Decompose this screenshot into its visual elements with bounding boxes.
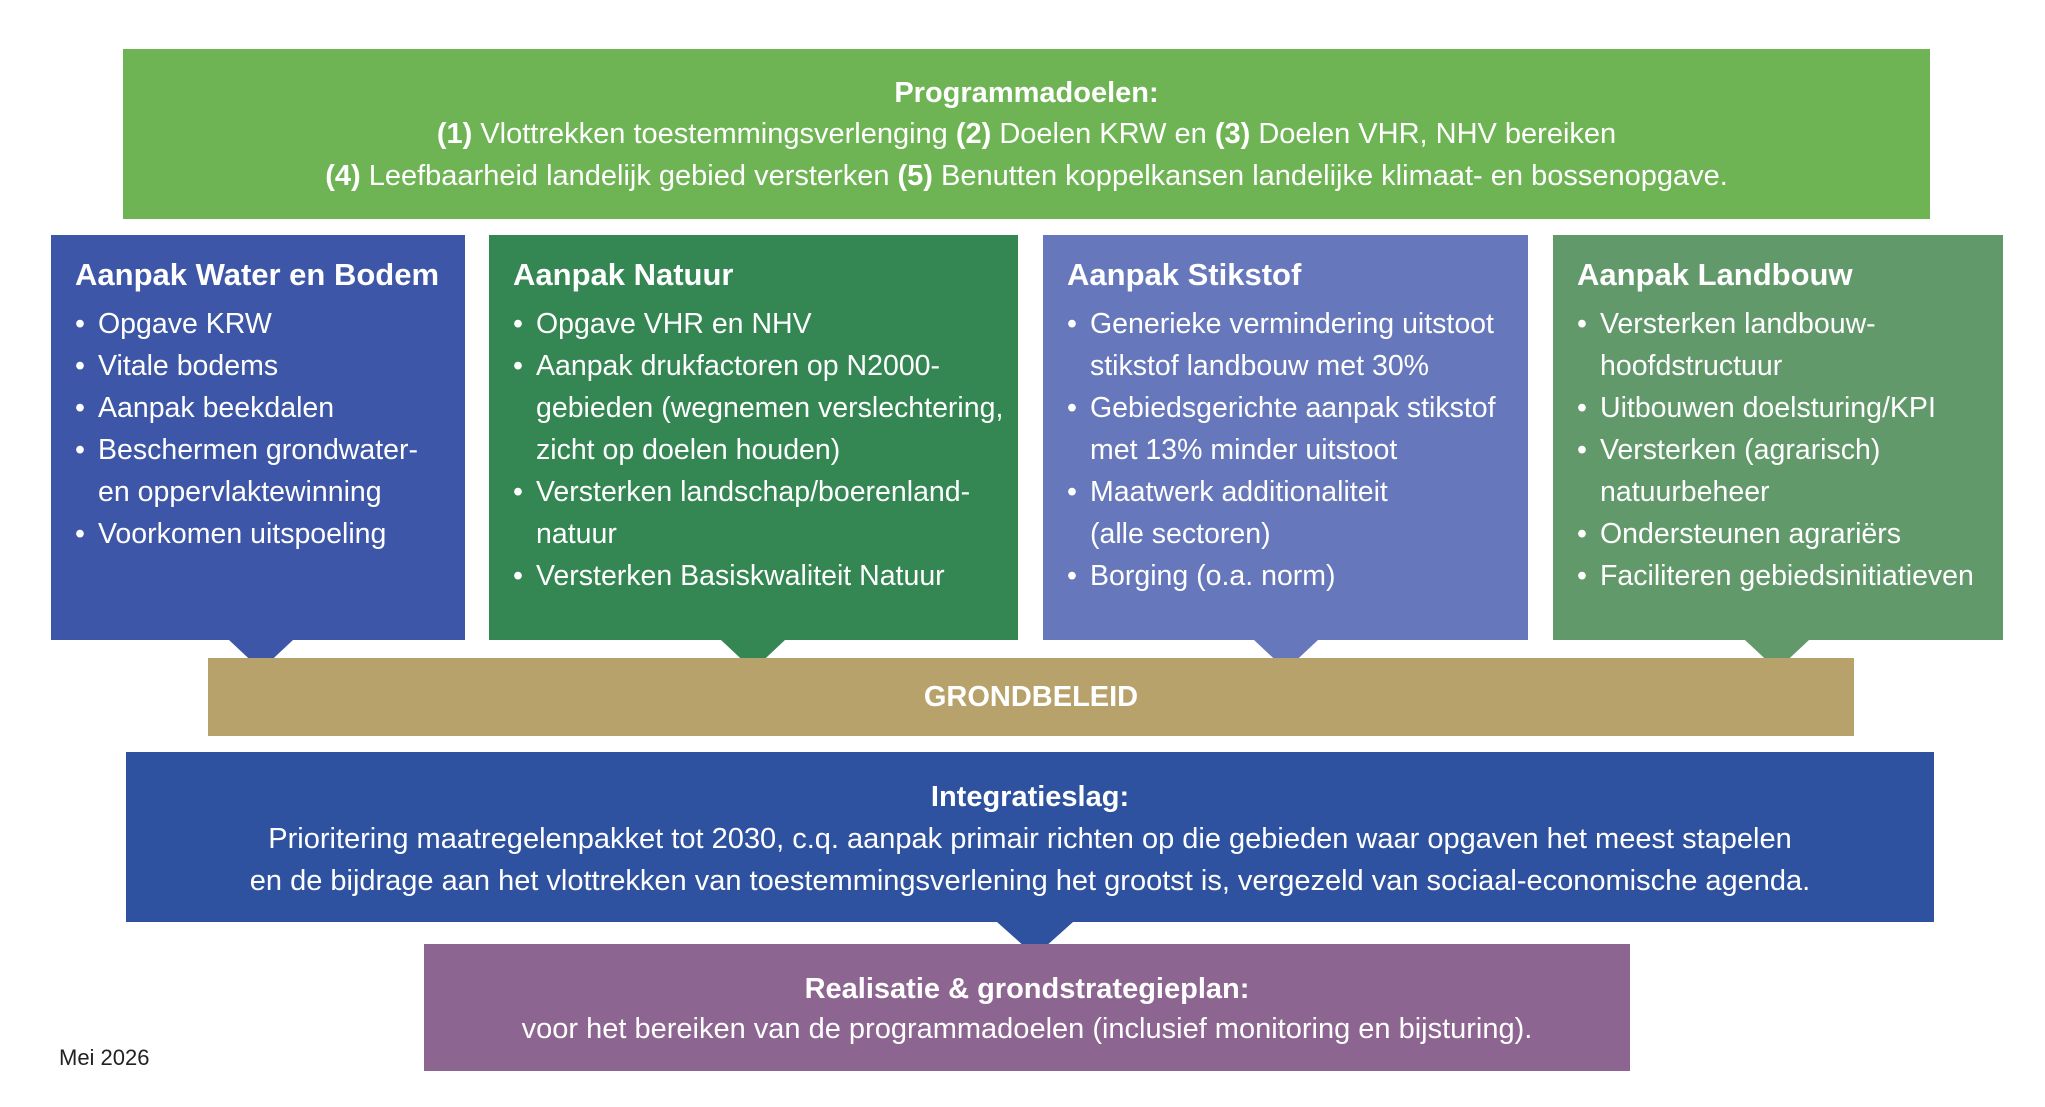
- approach-list-item: • Generieke vermindering uitstoot stikstof landbouw met 30%: [1067, 303, 1504, 387]
- approach-list-item: • Gebiedsgerichte aanpak stikstof met 13% minder uitstoot: [1067, 387, 1504, 471]
- approach-list-item: • Maatwerk additionaliteit (alle sectoren): [1067, 471, 1504, 555]
- approach-list-item: • Aanpak beekdalen: [75, 387, 441, 429]
- program-goals-line-1: [123, 113, 1930, 155]
- approach-list: [1577, 303, 1979, 597]
- approach-list-item: • Versterken (agrarisch) natuurbeheer: [1577, 429, 1979, 513]
- program-goals-line-2: [123, 155, 1930, 197]
- approach-list-item: • Beschermen grondwater- en oppervlaktewinning: [75, 429, 441, 513]
- goal-text: Vlottrekken toestemmingsverlenging: [472, 118, 956, 150]
- approach-title: Aanpak Water en Bodem: [75, 257, 440, 292]
- goal-text: Benutten koppelkansen landelijke klimaat- en bossenopgave.: [932, 160, 1728, 192]
- realisation-title: Realisatie & grondstrategieplan:: [804, 973, 1250, 1005]
- integration-box: [126, 752, 1934, 922]
- approach-nature-box: [489, 235, 1018, 640]
- approach-list-item: • Vitale bodems: [75, 345, 441, 387]
- approach-list-item: • Versterken landschap/boerenland- natuur: [513, 471, 994, 555]
- approach-list-item: • Aanpak drukfactoren op N2000- gebieden (wegnemen verslechtering, zicht op doelen houden): [513, 345, 994, 471]
- approach-list-item: • Ondersteunen agrariërs: [1577, 513, 1979, 555]
- goal-text: Doelen VHR, NHV bereiken: [1250, 118, 1617, 150]
- program-goals-title: Programmadoelen:: [894, 77, 1159, 109]
- approach-water-soil-box: [51, 235, 465, 640]
- goal-number: (4): [325, 160, 361, 192]
- approach-list: [1067, 303, 1504, 597]
- land-policy-bar: GRONDBELEID: [208, 658, 1854, 736]
- realisation-line-1: voor het bereiken van de programmadoelen (inclusief monitoring en bijsturing).: [521, 1013, 1533, 1045]
- integration-line-1: Prioritering maatregelenpakket tot 2030, c.q. aanpak primair richten op die gebieden waar opgaven het meest stapelen: [268, 823, 1792, 855]
- approach-list-item: • Opgave KRW: [75, 303, 441, 345]
- goal-number: (5): [897, 160, 933, 192]
- approach-list-item: • Voorkomen uitspoeling: [75, 513, 441, 555]
- integration-title: Integratieslag:: [930, 781, 1130, 813]
- approach-list: [513, 303, 1004, 597]
- goal-number: (1): [436, 118, 473, 150]
- goal-number: (2): [955, 118, 992, 150]
- approach-list: [75, 303, 441, 555]
- integration-line-2: en de bijdrage aan het vlottrekken van toestemmingsverlening het grootst is, vergezeld van sociaal-economische agenda.: [249, 865, 1811, 897]
- goal-text: Leefbaarheid landelijk gebied versterken: [360, 160, 898, 192]
- approach-list-item: • Opgave VHR en NHV: [513, 303, 994, 345]
- approach-title: Aanpak Stikstof: [1067, 257, 1302, 292]
- approach-list-item: • Borging (o.a. norm): [1067, 555, 1504, 597]
- approach-list-item: • Versterken Basiskwaliteit Natuur: [513, 555, 994, 597]
- approach-list-item: • Uitbouwen doelsturing/KPI: [1577, 387, 1979, 429]
- goal-number: (3): [1214, 118, 1251, 150]
- approach-title: Aanpak Natuur: [513, 257, 734, 292]
- approach-nitrogen-box: [1043, 235, 1528, 640]
- realisation-box: [424, 944, 1630, 1071]
- approach-agriculture-box: [1553, 235, 2003, 640]
- approach-list-item: • Faciliteren gebiedsinitiatieven: [1577, 555, 1979, 597]
- date-label: Mei 2026: [59, 1045, 150, 1070]
- program-goals-box: [123, 49, 1930, 219]
- approach-list-item: • Versterken landbouw- hoofdstructuur: [1577, 303, 1979, 387]
- goal-text: Doelen KRW en: [991, 118, 1215, 150]
- approach-title: Aanpak Landbouw: [1577, 257, 1853, 292]
